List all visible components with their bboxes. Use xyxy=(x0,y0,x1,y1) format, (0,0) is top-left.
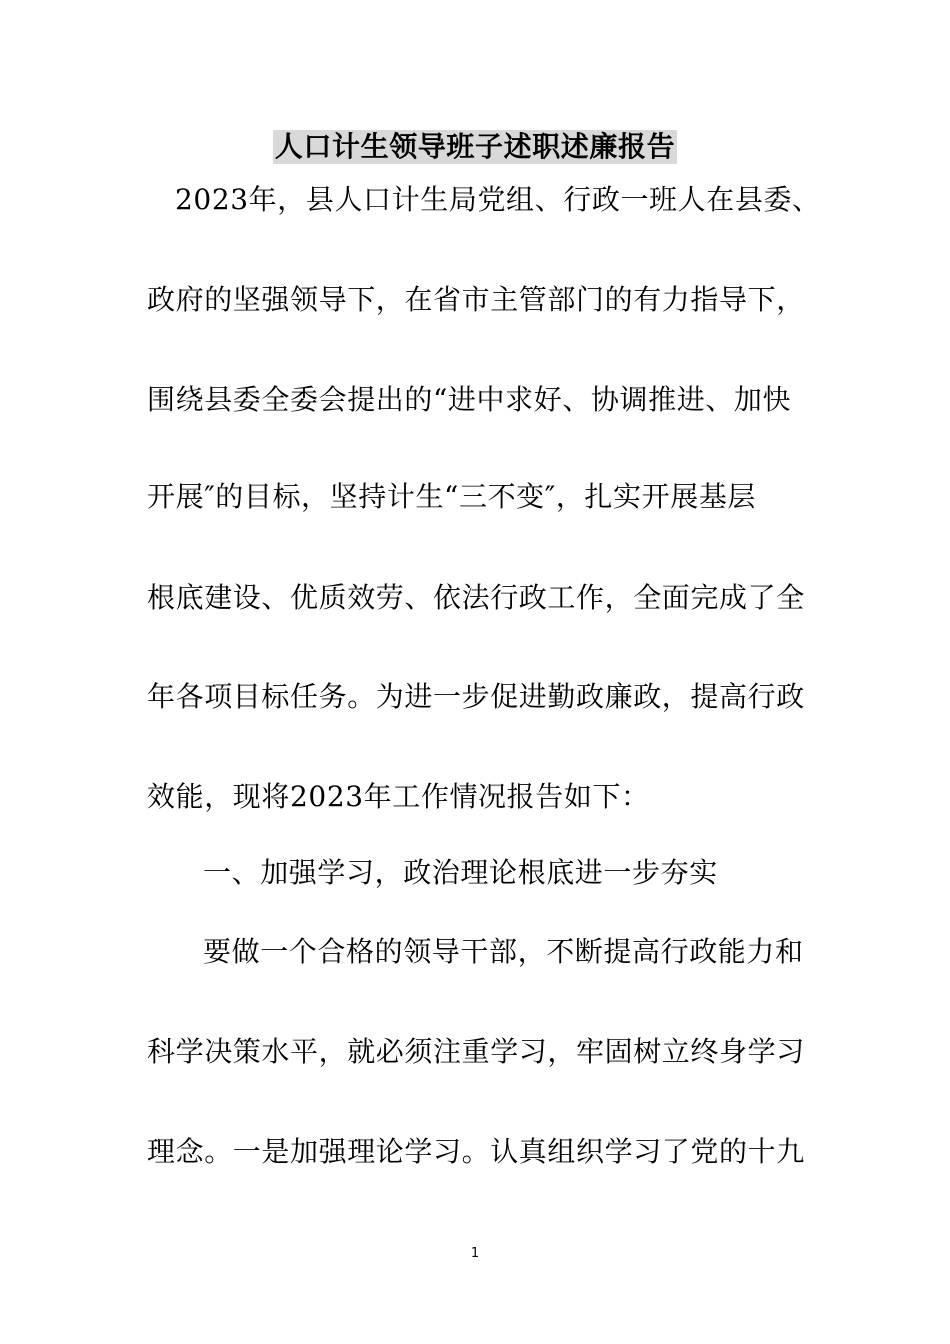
section-line: 要做一个合格的领导干部，不断提高行政能力和 xyxy=(203,935,804,968)
intro-line: 效能，现将2023年工作情况报告如下： xyxy=(147,780,650,813)
section-line: 科学决策水平，就必须注重学习，牢固树立终身学习 xyxy=(147,1035,805,1068)
intro-line: 政府的坚强领导下，在省市主管部门的有力指导下， xyxy=(147,283,805,316)
document-title: 人口计生领导班子述职述廉报告 xyxy=(274,130,676,163)
intro-line: 开展″的目标，坚持计生“三不变″，扎实开展基层 xyxy=(147,480,757,513)
section-line: 理念。一是加强理论学习。认真组织学习了党的十九 xyxy=(147,1135,805,1168)
page-number: 1 xyxy=(470,1246,480,1261)
intro-line: 2023年，县人口计生局党组、行政一班人在县委、 xyxy=(175,183,821,216)
section-heading: 一、加强学习，政治理论根底进一步夯实 xyxy=(203,856,718,889)
title-row xyxy=(0,130,950,170)
intro-line: 围绕县委全委会提出的“进中求好、协调推进、加快 xyxy=(147,383,792,416)
intro-line: 根底建设、优质效劳、依法行政工作，全面完成了全 xyxy=(147,581,805,614)
intro-line: 年各项目标任务。为进一步促进勤政廉政，提高行政 xyxy=(147,680,805,713)
